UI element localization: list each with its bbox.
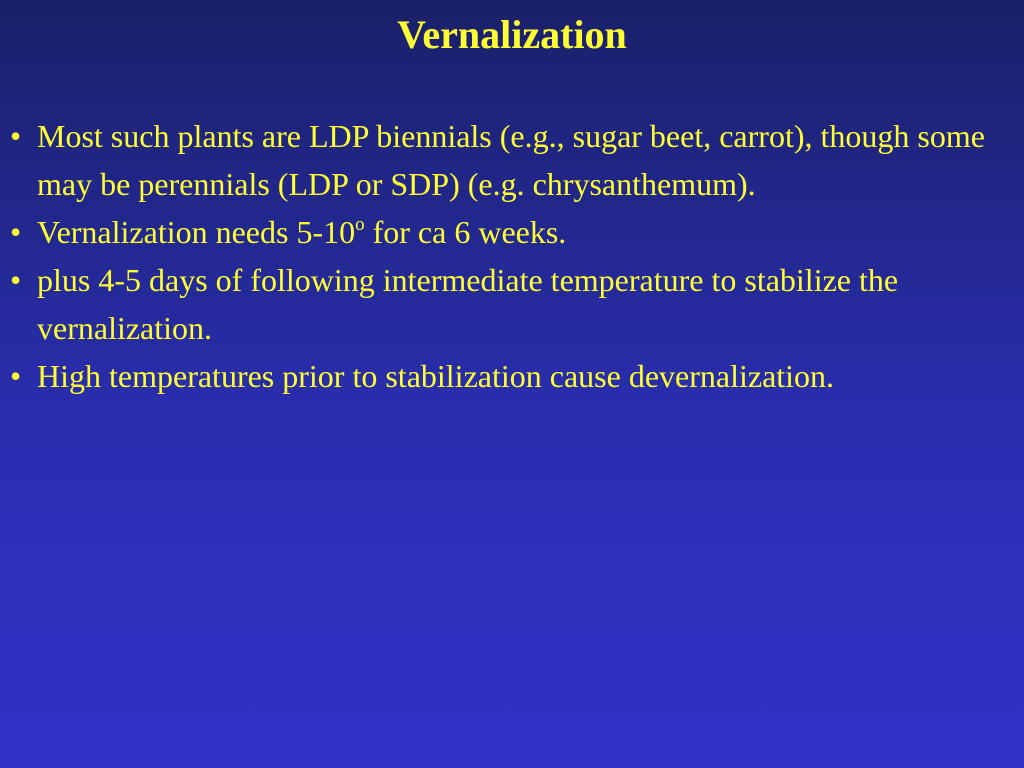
bullet-icon: • [10, 214, 22, 250]
degree-superscript: o [355, 214, 365, 236]
bullet-text: High temperatures prior to stabilization cause devernalization. [37, 358, 835, 394]
bullet-list [8, 112, 1014, 400]
bullet-item [8, 256, 1014, 352]
bullet-item [8, 112, 1014, 208]
bullet-text: plus 4-5 days of following intermediate temperature to stabilize the vernalization. [37, 262, 899, 346]
slide-title: Vernalization [397, 12, 627, 57]
bullet-text: Most such plants are LDP biennials (e.g., sugar beet, carrot), though some may be perennials (LDP or SDP) (e.g. chrysanthemum). [37, 118, 985, 202]
bullet-icon: • [10, 118, 22, 154]
bullet-icon: • [10, 262, 22, 298]
bullet-text: Vernalization needs 5-10 [37, 214, 356, 250]
bullet-item [8, 352, 1014, 400]
bullet-text-continued: for ca 6 weeks. [364, 214, 567, 250]
bullet-icon: • [10, 358, 22, 394]
bullet-item [8, 208, 1014, 256]
